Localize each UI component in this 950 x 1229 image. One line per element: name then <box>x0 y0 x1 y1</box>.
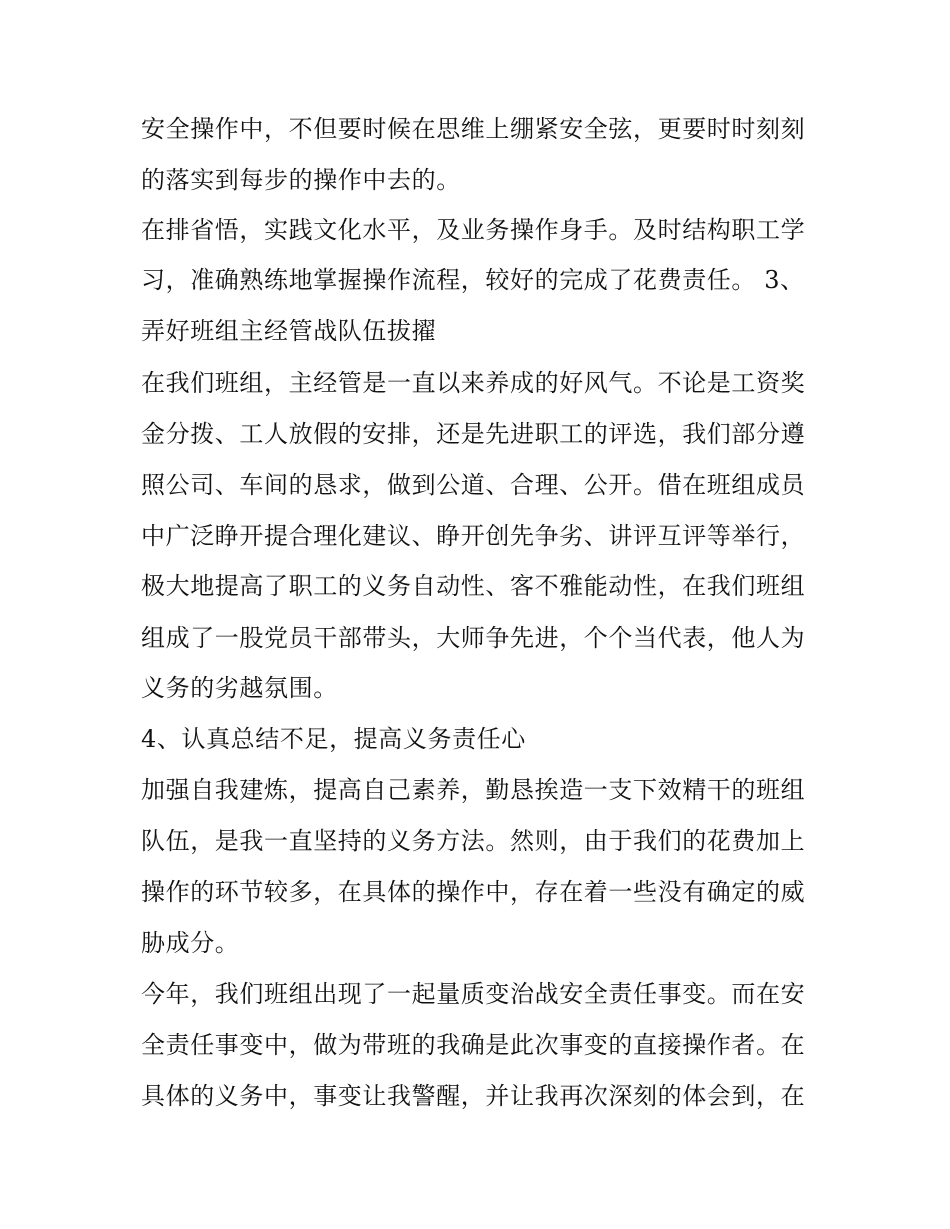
text-line: 安全操作中，不但要时候在思维上绷紧安全弦，更要时时刻刻 <box>141 115 806 143</box>
text-line: 义务的劣越氛围。 <box>141 674 338 702</box>
text-line: 全责任事变中，做为带班的我确是此次事变的直接操作者。在 <box>141 1031 806 1059</box>
text-line: 习，准确熟练地掌握操作流程，较好的完成了花费责任。 3、 <box>141 266 805 294</box>
text-line: 极大地提高了职工的义务自动性、客不雅能动性，在我们班组 <box>141 572 806 600</box>
text-line: 中广泛睁开提合理化建议、睁开创先争劣、讲评互评等举行， <box>141 522 806 550</box>
text-line: 胁成分。 <box>141 929 240 957</box>
text-line: 组成了一股党员干部带头，大师争先进，个个当代表，他人为 <box>141 624 806 652</box>
text-line: 操作的环节较多，在具体的操作中，存在着一些没有确定的威 <box>141 878 806 906</box>
text-line: 队伍，是我一直坚持的义务方法。然则，由于我们的花费加上 <box>141 827 806 855</box>
text-line: 在我们班组，主经管是一直以来养成的好风气。不论是工资奖 <box>141 369 806 397</box>
text-line: 今年，我们班组出现了一起量质变治战安全责任事变。而在安 <box>141 980 806 1008</box>
text-line: 加强自我建炼，提高自己素养，勤恳挨造一支下效精干的班组 <box>141 776 806 804</box>
text-line: 的落实到每步的操作中去的。 <box>141 166 461 194</box>
text-line: 金分拨、工人放假的安排，还是先进职工的评选，我们部分遵 <box>141 420 806 448</box>
text-line: 弄好班组主经管战队伍拔擢 <box>141 317 437 345</box>
text-line: 照公司、车间的恳求，做到公道、合理、公开。借在班组成员 <box>141 471 806 499</box>
text-line: 在排省悟，实践文化水平，及业务操作身手。及时结构职工学 <box>141 216 806 244</box>
text-line: 具体的义务中，事变让我警醒，并让我再次深刻的体会到，在 <box>141 1082 806 1110</box>
text-line: 4、认真总结不足，提高义务责任心 <box>141 725 526 753</box>
